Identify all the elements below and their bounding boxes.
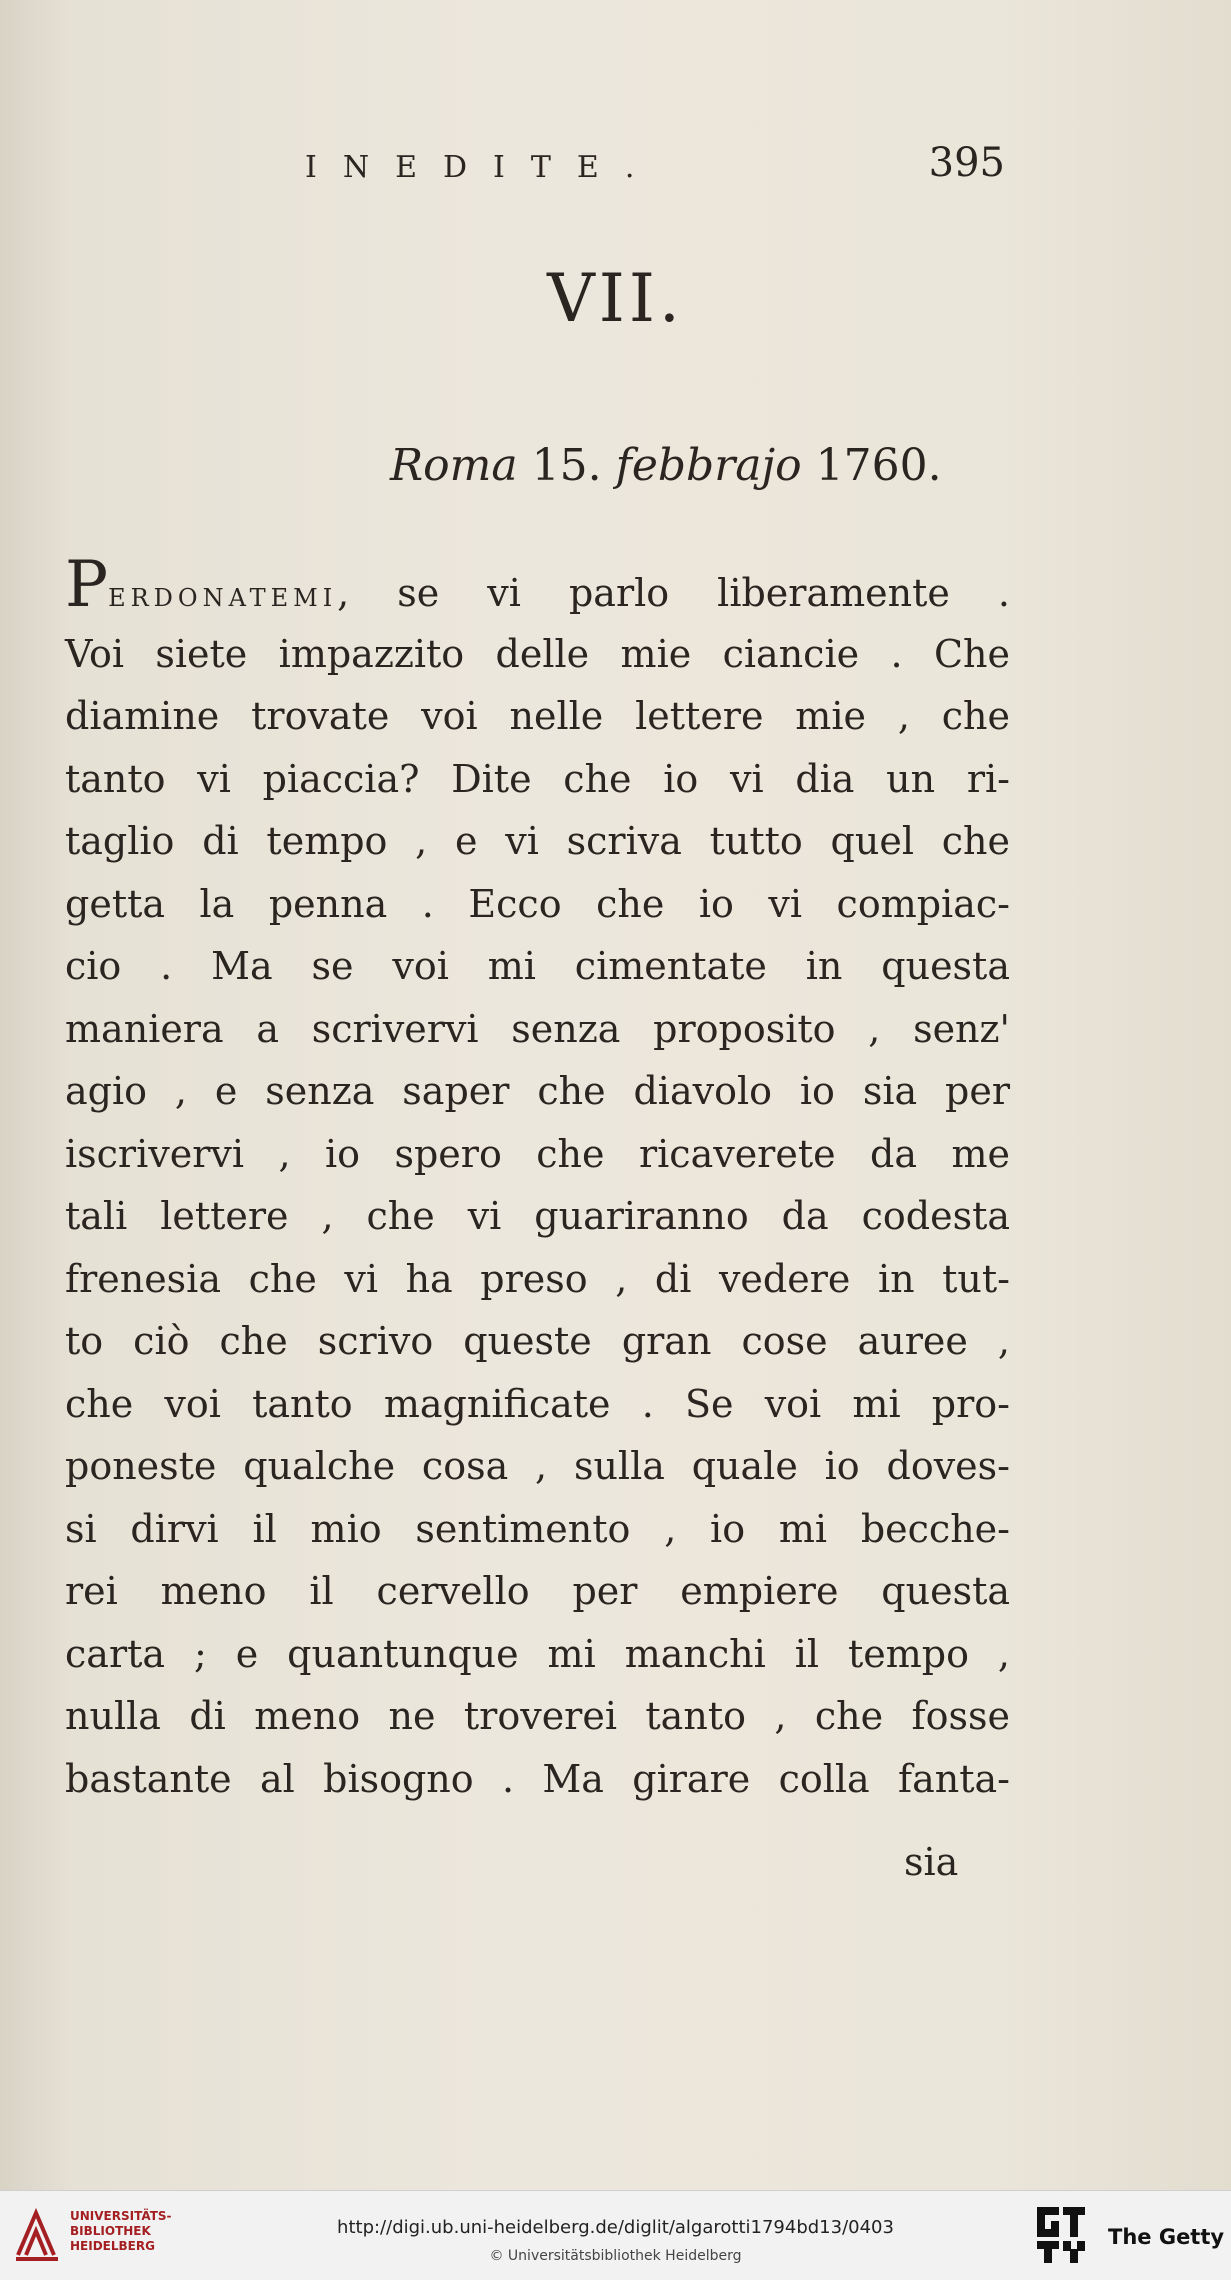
text-line: tali lettere , che vi guariranno da codesta (65, 1194, 1010, 1238)
getty-label: The Getty (1108, 2225, 1225, 2249)
text-line (65, 548, 1010, 623)
text-line: Voi siete impazzito delle mie ciancie . Che (65, 631, 1010, 676)
text-line: taglio di tempo , e vi scriva tutto quel che (65, 819, 1010, 863)
text-line: cio . Ma se voi mi cimentate in questa (65, 944, 1010, 988)
text-line: nulla di meno ne troverei tanto , che fosse (65, 1694, 1010, 1738)
library-name-line: HEIDELBERG (70, 2239, 155, 2253)
dateline (390, 440, 942, 491)
getty-logo-icon (1035, 2205, 1087, 2265)
catchword: sia (904, 1840, 959, 1884)
copyright-notice: © Universitätsbibliothek Heidelberg (489, 2248, 742, 2264)
page-number: 395 (928, 140, 1005, 186)
drop-cap: P (65, 548, 109, 622)
dateline-month: febbrajo (615, 440, 802, 491)
library-name-line: BIBLIOTHEK (70, 2224, 151, 2238)
text-line: che voi tanto magnificate . Se voi mi pro- (65, 1381, 1010, 1426)
text-line: tanto vi piaccia? Dite che io vi dia un ri- (65, 756, 1010, 801)
text-line: maniera a scrivervi senza proposito , senz' (65, 1006, 1010, 1051)
text-line-rest: , se vi parlo liberamente . (337, 571, 1010, 615)
dateline-day: 15. (531, 440, 602, 491)
text-line: iscrivervi , io spero che ricaverete da me (65, 1131, 1010, 1176)
text-line: getta la penna . Ecco che io vi compiac- (65, 881, 1010, 926)
text-line: to ciò che scrivo queste gran cose auree , (65, 1319, 1010, 1363)
text-line: carta ; e quantunque mi manchi il tempo , (65, 1631, 1010, 1676)
running-head (305, 140, 1005, 210)
text-line: diamine trovate voi nelle lettere mie , che (65, 694, 1010, 738)
small-caps-word: ERDONATEMI (108, 584, 338, 612)
text-line: si dirvi il mio sentimento , io mi becche- (65, 1506, 1010, 1551)
text-line: bastante al bisogno . Ma girare colla fanta- (65, 1756, 1010, 1801)
viewer-footer (0, 2190, 1231, 2280)
running-head-title: INEDITE. (305, 150, 661, 185)
dateline-place: Roma (390, 440, 518, 491)
text-line: poneste qualche cosa , sulla quale io doves- (65, 1444, 1010, 1488)
dateline-year: 1760. (815, 440, 942, 491)
text-line: rei meno il cervello per empiere questa (65, 1569, 1010, 1613)
permalink-url[interactable]: http://digi.ub.uni-heidelberg.de/diglit/algarotti1794bd13/0403 (337, 2217, 894, 2238)
letter-body (65, 548, 1010, 1810)
text-line: frenesia che vi ha preso , di vedere in tut- (65, 1256, 1010, 1301)
text-line: agio , e senza saper che diavolo io sia per (65, 1069, 1010, 1113)
chapter-heading: VII. (547, 260, 684, 337)
library-name-line: UNIVERSITÄTS- (70, 2209, 172, 2223)
